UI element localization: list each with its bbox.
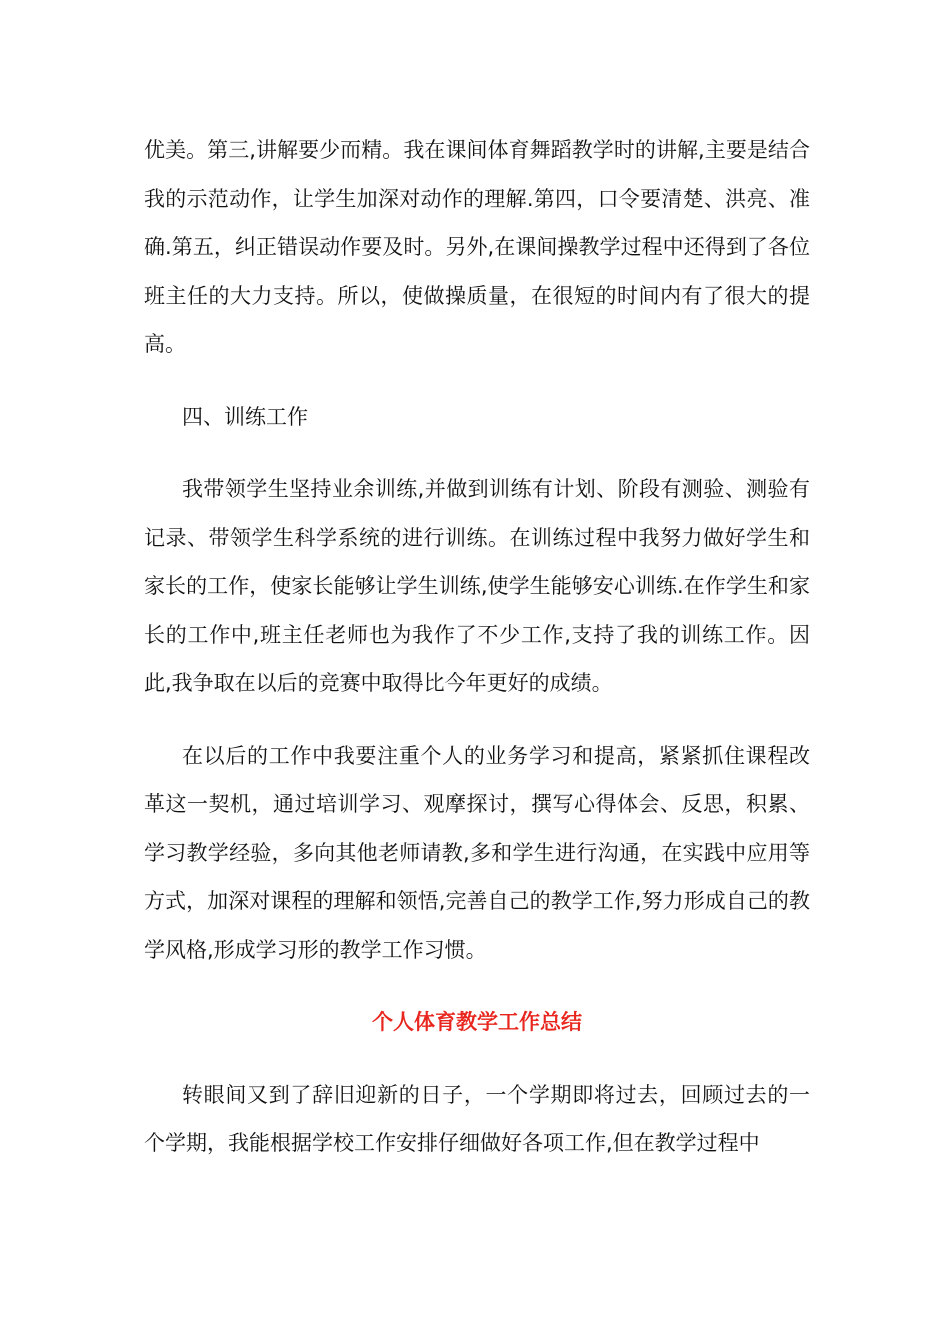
paragraph-gap — [144, 1047, 810, 1071]
paragraph-gap — [144, 974, 810, 998]
document-body — [144, 126, 810, 1168]
section-heading-training: 四、训练工作 — [182, 404, 308, 429]
paragraph-gap — [144, 441, 810, 465]
paragraph-gap — [144, 369, 810, 393]
paragraph-continuation: 优美。第三,讲解要少而精。我在课间体育舞蹈教学时的讲解,主要是结合我的示范动作，让学生加深对动作的理解.第四，口令要清楚、洪亮、准确.第五，纠正错误动作要及时。另外,在课间操教学过程中还得到了各位班主任的大力支持。所以，使做操质量，在很短的时间内有了很大的提高。 — [144, 138, 810, 356]
document-title: 个人体育教学工作总结 — [372, 1010, 582, 1034]
paragraph-intro: 转眼间又到了辞旧迎新的日子，一个学期即将过去，回顾过去的一个学期，我能根据学校工作安排仔细做好各项工作,但在教学过程中 — [144, 1082, 810, 1155]
paragraph-future-plans: 在以后的工作中我要注重个人的业务学习和提高，紧紧抓住课程改革这一契机，通过培训学习、观摩探讨，撰写心得体会、反思，积累、学习教学经验，多向其他老师请教,多和学生进行沟通，在实践中应用等方式，加深对课程的理解和领悟,完善自己的教学工作,努力形成自己的教学风格,形成学习形的教学工作习惯。 — [144, 743, 810, 962]
paragraph-gap — [144, 708, 810, 732]
paragraph-training: 我带领学生坚持业余训练,并做到训练有计划、阶段有测验、测验有记录、带领学生科学系统的进行训练。在训练过程中我努力做好学生和家长的工作，使家长能够让学生训练,使学生能够安心训练.在作学生和家长的工作中,班主任老师也为我作了不少工作,支持了我的训练工作。因此,我争取在以后的竞赛中取得比今年更好的成绩。 — [144, 477, 810, 695]
